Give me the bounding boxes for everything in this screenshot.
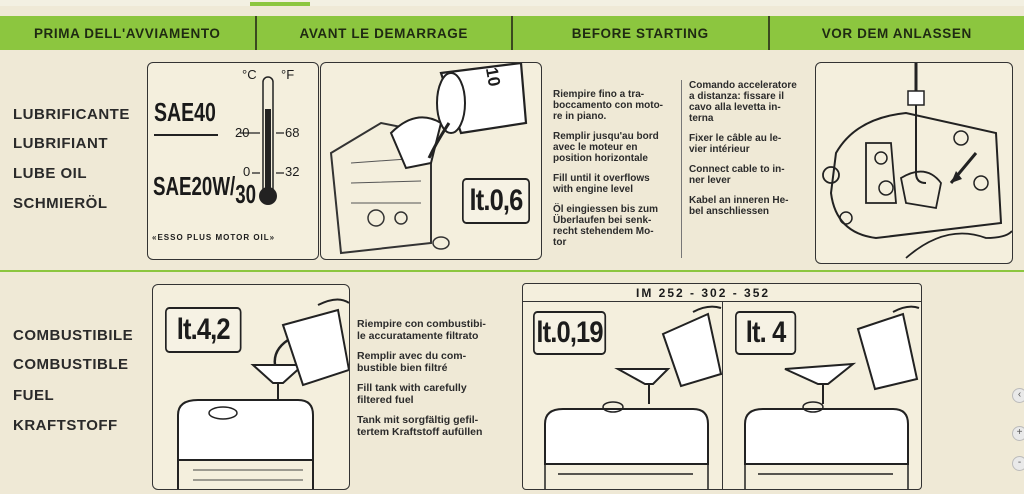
zoom-out-button[interactable]: - [1012, 456, 1024, 471]
throttle-instruction-de: Kabel an inneren He- bel anschliessen [689, 195, 789, 217]
fuel-instruction-it: Riempire con combustibi- le accuratamente filtrato [357, 318, 486, 342]
fuel-quantity-main: lt.4,2 [165, 307, 242, 353]
c-low: 0 [243, 164, 251, 179]
models-list: IM 252 - 302 - 352 [636, 286, 771, 300]
header-italian: PRIMA DELL'AVVIAMENTO [0, 16, 257, 50]
oil-instruction-en: Fill until it overflows with engine level [553, 173, 650, 195]
fuel-instruction-de: Tank mit sorgfältig gefil- tertem Kraftstoff aufüllen [357, 414, 483, 438]
previous-button[interactable]: ‹ [1012, 388, 1024, 403]
throttle-illustration [816, 63, 1012, 263]
lube-label-it: LUBRIFICANTE [13, 106, 130, 123]
fuel-label-en: FUEL [13, 387, 55, 404]
thermometer-icon [148, 63, 318, 259]
oil-grade-panel [147, 62, 319, 260]
language-header [0, 16, 1024, 50]
throttle-panel [815, 62, 1013, 264]
oil-brand: «ESSO PLUS MOTOR OIL» [152, 233, 276, 242]
oil-quantity: lt.0,6 [462, 178, 530, 224]
oil-fill-illustration [321, 63, 541, 259]
fuel-label-de: KRAFTSTOFF [13, 417, 118, 434]
f-high: 68 [285, 125, 300, 140]
lube-label-de: SCHMIERÖL [13, 195, 108, 212]
fuel-label-it: COMBUSTIBILE [13, 327, 134, 344]
fuel-instruction-en: Fill tank with carefully filtered fuel [357, 382, 467, 406]
unit-celsius: °C [242, 67, 257, 82]
oil-fill-panel [320, 62, 542, 260]
header-english: BEFORE STARTING [513, 16, 770, 50]
lube-label-fr: LUBRIFIANT [13, 135, 108, 152]
can-number: 10 [481, 65, 504, 88]
throttle-instruction-fr: Fixer le câble au le- vier intérieur [689, 133, 782, 155]
section-divider [0, 270, 1024, 272]
throttle-instructions [689, 80, 814, 226]
fuel-quantity-small: lt.0,19 [533, 311, 606, 355]
header-french: AVANT LE DEMARRAGE [257, 16, 514, 50]
header-german: VOR DEM ANLASSEN [821, 25, 972, 41]
throttle-instruction-it: Comando acceleratore a distanza: fissare il cavo alla levetta in- terna [689, 80, 797, 124]
top-strip [0, 0, 1024, 6]
fuel-label-fr: COMBUSTIBLE [13, 356, 129, 373]
throttle-instruction-en: Connect cable to in- ner lever [689, 164, 785, 186]
oil-instruction-de: Öl eingiessen bis zum Überlaufen bei senk- recht stehendem Mo- tor [553, 204, 659, 248]
fuel-fill-panel [152, 284, 350, 490]
grade-winter-a: SAE20W [153, 171, 230, 201]
fuel-instructions [357, 319, 519, 447]
grade-summer: SAE40 [154, 97, 216, 127]
zoom-in-button[interactable]: + [1012, 426, 1024, 441]
oil-instruction-fr: Remplir jusqu'au bord avec le moteur en position horizontale [553, 131, 659, 164]
instruction-divider [681, 80, 682, 258]
c-high: 20 [235, 125, 250, 140]
models-panel [522, 283, 922, 490]
unit-fahrenheit: °F [281, 67, 295, 82]
fuel-quantity-large: lt. 4 [735, 311, 796, 355]
oil-instruction-it: Riempire fino a tra- boccamento con moto- re in piano. [553, 89, 664, 122]
f-low: 32 [285, 164, 300, 179]
lube-label-en: LUBE OIL [13, 165, 87, 182]
grade-winter-b: 30 [235, 179, 257, 209]
top-strip-accent [250, 2, 310, 6]
fuel-instruction-fr: Remplir avec du com- bustible bien filtré [357, 350, 467, 374]
grade-winter: SAE20W/30 [153, 171, 257, 209]
oil-instructions [553, 89, 678, 257]
